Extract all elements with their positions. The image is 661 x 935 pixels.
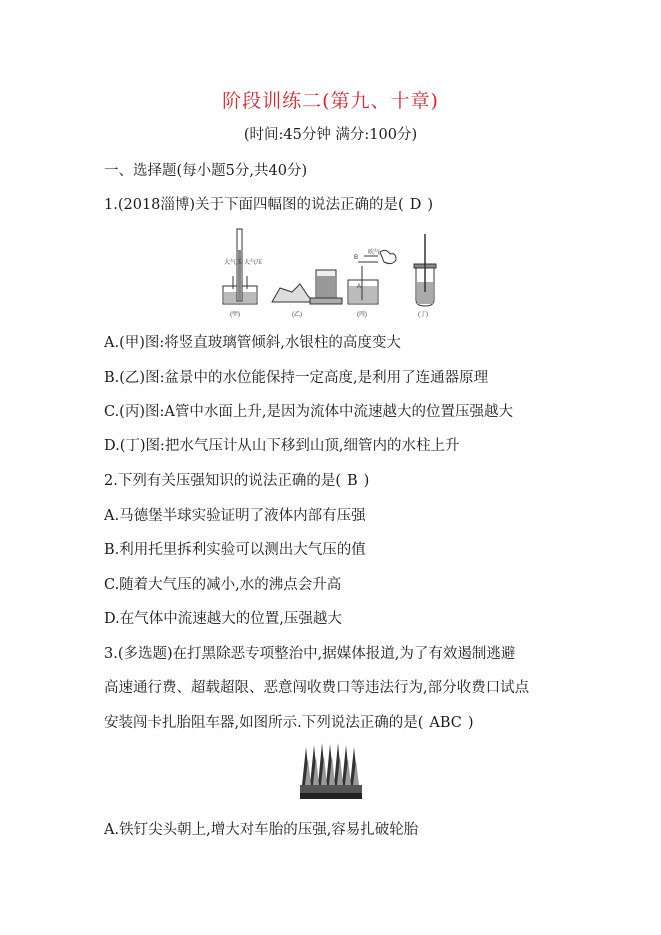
question-3-text: 安装闯卡扎胎阻车器,如图所示.下列说法正确的是(	[104, 715, 424, 731]
question-3-close: )	[467, 715, 474, 731]
label-yi: (乙)	[292, 312, 302, 318]
question-2-answer: B	[347, 473, 358, 489]
question-3-line-2: 高速通行费、超载超限、恶意闯收费口等违法行为,部分收费口试点	[104, 680, 530, 696]
question-3-line-1: 3.(多选题)在打黑除恶专项整治中,据媒体报道,为了有效遏制逃避	[104, 646, 516, 662]
blow-label: 吹气	[368, 250, 381, 256]
question-1-text: 1.(2018淄博)关于下面四幅图的说法正确的是(	[104, 197, 404, 213]
pipe-b-label: B	[354, 255, 359, 261]
question-3-answer: ABC	[429, 715, 462, 731]
section-heading: 一、选择题(每小题5分,共40分)	[104, 163, 308, 179]
q1-option-b: B.(乙)图:盆景中的水位能保持一定高度,是利用了连通器原理	[104, 370, 489, 386]
tire-spike-figure	[300, 741, 362, 803]
question-2-text: 2.下列有关压强知识的说法正确的是(	[104, 473, 341, 489]
question-2-stem	[104, 469, 369, 490]
q1-option-c: C.(丙)图:A管中水面上升,是因为流体中流速越大的位置压强越大	[104, 404, 513, 420]
q1-option-a: A.(甲)图:将竖直玻璃管倾斜,水银柱的高度变大	[104, 335, 401, 351]
q2-option-c: C.随着大气压的减小,水的沸点会升高	[104, 577, 342, 593]
label-bing: (丙)	[357, 312, 367, 318]
atm-label-2: 大气压	[244, 260, 263, 266]
question-1-figure	[220, 226, 438, 318]
question-3-line-3	[104, 711, 474, 732]
q3-option-a: A.铁钉尖头朝上,增大对车胎的压强,容易扎破轮胎	[104, 822, 419, 838]
q2-option-b: B.利用托里拆利实验可以测出大气压的值	[104, 542, 366, 558]
pipe-a-label: A	[357, 284, 362, 290]
question-1-close: )	[427, 197, 434, 213]
exam-info: (时间:45分钟 满分:100分)	[243, 127, 418, 143]
question-1-stem	[104, 193, 433, 214]
label-jia: (甲)	[230, 312, 240, 318]
q2-option-d: D.在气体中流速越大的位置,压强越大	[104, 611, 342, 627]
q2-option-a: A.马德堡半球实验证明了液体内部有压强	[104, 508, 366, 524]
question-1-answer: D	[409, 197, 422, 213]
question-2-close: )	[363, 473, 370, 489]
label-ding: (丁)	[418, 312, 428, 318]
page-title: 阶段训练二(第九、十章)	[222, 90, 439, 112]
q1-option-d: D.(丁)图:把水气压计从山下移到山顶,细管内的水柱上升	[104, 438, 460, 454]
atm-label-1: 大气压	[224, 260, 243, 266]
